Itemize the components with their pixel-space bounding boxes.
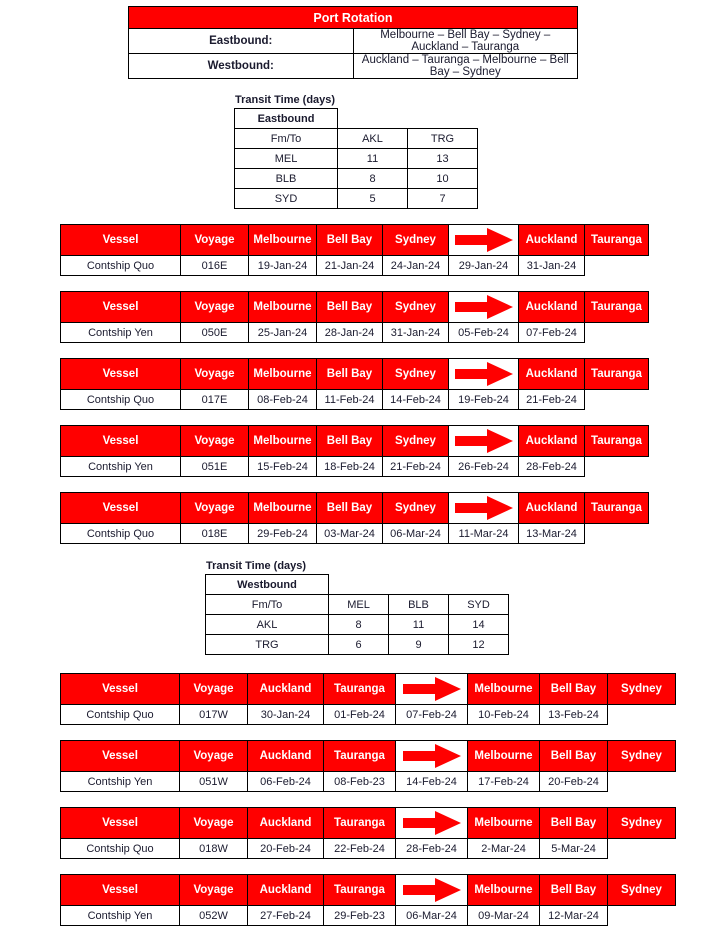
cell-bell-bay: 09-Mar-24 (468, 906, 540, 926)
column-header-vessel: Vessel (61, 225, 181, 256)
transit-time-eastbound-from-0: MEL (235, 149, 338, 169)
column-header-vessel: Vessel (61, 493, 181, 524)
table-header-row (61, 741, 676, 772)
eastbound-voyage-table-1 (60, 291, 649, 343)
cell-auckland: 11-Mar-24 (449, 524, 519, 544)
cell-voyage: 052W (180, 906, 248, 926)
cell-bell-bay: 21-Jan-24 (317, 256, 383, 276)
cell-sydney: 12-Mar-24 (540, 906, 608, 926)
column-header-sydney: Sydney (383, 493, 449, 524)
column-header-voyage: Voyage (181, 292, 249, 323)
cell-tauranga: 28-Feb-24 (519, 457, 585, 477)
table-row (235, 129, 478, 149)
column-header-bell-bay: Bell Bay (540, 875, 608, 906)
column-header-voyage: Voyage (180, 741, 248, 772)
cell-vessel: Contship Quo (61, 705, 180, 725)
cell-auckland: 29-Jan-24 (449, 256, 519, 276)
column-header-voyage: Voyage (181, 225, 249, 256)
column-header-melbourne: Melbourne (249, 359, 317, 390)
transit-time-westbound-col-2: SYD (449, 595, 509, 615)
column-header-melbourne: Melbourne (468, 674, 540, 705)
cell-voyage: 050E (181, 323, 249, 343)
direction-arrow-cell (449, 493, 519, 524)
transit-time-westbound-block (205, 560, 509, 655)
direction-arrow-cell (396, 808, 468, 839)
port-rotation-ports-westbound: Auckland – Tauranga – Melbourne – Bell Bay – Sydney (353, 54, 578, 79)
spacer-cell (449, 575, 509, 595)
transit-time-eastbound-cell-0-0: 11 (338, 149, 408, 169)
column-header-voyage: Voyage (181, 426, 249, 457)
cell-tauranga: 29-Feb-23 (324, 906, 396, 926)
column-header-sydney: Sydney (383, 359, 449, 390)
table-row (235, 189, 478, 209)
column-header-sydney: Sydney (383, 426, 449, 457)
transit-time-eastbound-block (234, 94, 478, 209)
table-row (235, 109, 478, 129)
cell-voyage: 051E (181, 457, 249, 477)
arrow-right-icon (401, 808, 463, 838)
column-header-melbourne: Melbourne (249, 493, 317, 524)
cell-sydney: 24-Jan-24 (383, 256, 449, 276)
eastbound-voyage-table-0 (60, 224, 649, 276)
table-row (235, 169, 478, 189)
column-header-auckland: Auckland (519, 493, 585, 524)
cell-auckland: 05-Feb-24 (449, 323, 519, 343)
cell-bell-bay: 28-Jan-24 (317, 323, 383, 343)
table-row (61, 256, 649, 276)
column-header-melbourne: Melbourne (249, 426, 317, 457)
column-header-voyage: Voyage (181, 493, 249, 524)
cell-voyage: 018W (180, 839, 248, 859)
transit-time-westbound-col-1: BLB (389, 595, 449, 615)
column-header-voyage: Voyage (180, 875, 248, 906)
column-header-voyage: Voyage (181, 359, 249, 390)
port-rotation-direction-westbound: Westbound: (129, 54, 354, 79)
port-rotation-title: Port Rotation (129, 7, 578, 29)
cell-vessel: Contship Quo (61, 390, 181, 410)
column-header-melbourne: Melbourne (249, 225, 317, 256)
column-header-melbourne: Melbourne (468, 875, 540, 906)
arrow-right-icon (401, 674, 463, 704)
transit-time-eastbound-cell-2-1: 7 (408, 189, 478, 209)
table-row (61, 906, 676, 926)
cell-sydney: 31-Jan-24 (383, 323, 449, 343)
cell-auckland: 19-Feb-24 (449, 390, 519, 410)
column-header-sydney: Sydney (608, 674, 676, 705)
table-header-row (61, 359, 649, 390)
column-header-bell-bay: Bell Bay (317, 359, 383, 390)
column-header-auckland: Auckland (248, 674, 324, 705)
column-header-bell-bay: Bell Bay (540, 741, 608, 772)
port-rotation-title-row (129, 7, 578, 29)
eastbound-voyage-table-3 (60, 425, 649, 477)
cell-tauranga: 01-Feb-24 (324, 705, 396, 725)
transit-time-westbound-cell-1-1: 9 (389, 635, 449, 655)
arrow-right-icon (453, 426, 515, 456)
transit-time-westbound-col-0: MEL (329, 595, 389, 615)
column-header-tauranga: Tauranga (585, 359, 649, 390)
table-header-row (61, 292, 649, 323)
column-header-voyage: Voyage (180, 808, 248, 839)
column-header-vessel: Vessel (61, 292, 181, 323)
table-row (61, 390, 649, 410)
cell-bell-bay: 03-Mar-24 (317, 524, 383, 544)
column-header-auckland: Auckland (519, 359, 585, 390)
cell-melbourne: 08-Feb-24 (249, 390, 317, 410)
transit-time-eastbound-from-2: SYD (235, 189, 338, 209)
direction-arrow-cell (396, 741, 468, 772)
cell-vessel: Contship Yen (61, 772, 180, 792)
arrow-right-icon (453, 292, 515, 322)
transit-time-eastbound-cell-1-1: 10 (408, 169, 478, 189)
arrow-right-icon (453, 359, 515, 389)
column-header-tauranga: Tauranga (324, 674, 396, 705)
transit-time-westbound-table (205, 574, 509, 655)
port-rotation-row-westbound (129, 54, 578, 79)
transit-time-eastbound-cell-2-0: 5 (338, 189, 408, 209)
cell-sydney: 21-Feb-24 (383, 457, 449, 477)
column-header-auckland: Auckland (519, 225, 585, 256)
transit-time-eastbound-corner: Fm/To (235, 129, 338, 149)
column-header-sydney: Sydney (383, 292, 449, 323)
cell-vessel: Contship Yen (61, 323, 181, 343)
cell-bell-bay: 17-Feb-24 (468, 772, 540, 792)
cell-sydney: 13-Feb-24 (540, 705, 608, 725)
cell-melbourne: 25-Jan-24 (249, 323, 317, 343)
column-header-sydney: Sydney (608, 741, 676, 772)
table-row (206, 575, 509, 595)
arrow-right-icon (453, 493, 515, 523)
column-header-bell-bay: Bell Bay (540, 674, 608, 705)
transit-time-westbound-cell-0-0: 8 (329, 615, 389, 635)
table-row (61, 457, 649, 477)
column-header-melbourne: Melbourne (468, 808, 540, 839)
cell-bell-bay: 10-Feb-24 (468, 705, 540, 725)
spacer-cell (329, 575, 389, 595)
column-header-tauranga: Tauranga (585, 426, 649, 457)
transit-time-westbound-direction: Westbound (206, 575, 329, 595)
cell-voyage: 018E (181, 524, 249, 544)
transit-time-eastbound-from-1: BLB (235, 169, 338, 189)
cell-bell-bay: 11-Feb-24 (317, 390, 383, 410)
table-row (206, 615, 509, 635)
eastbound-voyage-table-2 (60, 358, 649, 410)
column-header-bell-bay: Bell Bay (317, 292, 383, 323)
transit-time-eastbound-cell-0-1: 13 (408, 149, 478, 169)
transit-time-eastbound-col-1: TRG (408, 129, 478, 149)
column-header-vessel: Vessel (61, 875, 180, 906)
column-header-tauranga: Tauranga (585, 493, 649, 524)
westbound-voyage-table-2 (60, 807, 676, 859)
arrow-right-icon (401, 875, 463, 905)
column-header-sydney: Sydney (608, 808, 676, 839)
column-header-vessel: Vessel (61, 426, 181, 457)
cell-auckland: 27-Feb-24 (248, 906, 324, 926)
column-header-bell-bay: Bell Bay (540, 808, 608, 839)
cell-vessel: Contship Quo (61, 256, 181, 276)
cell-tauranga: 21-Feb-24 (519, 390, 585, 410)
direction-arrow-cell (396, 674, 468, 705)
column-header-bell-bay: Bell Bay (317, 493, 383, 524)
column-header-melbourne: Melbourne (249, 292, 317, 323)
column-header-voyage: Voyage (180, 674, 248, 705)
table-row (206, 635, 509, 655)
column-header-melbourne: Melbourne (468, 741, 540, 772)
column-header-auckland: Auckland (248, 741, 324, 772)
table-header-row (61, 875, 676, 906)
column-header-sydney: Sydney (608, 875, 676, 906)
port-rotation-ports-eastbound: Melbourne – Bell Bay – Sydney – Auckland – Tauranga (353, 29, 578, 54)
transit-time-westbound-corner: Fm/To (206, 595, 329, 615)
column-header-bell-bay: Bell Bay (317, 426, 383, 457)
direction-arrow-cell (449, 359, 519, 390)
arrow-right-icon (401, 741, 463, 771)
cell-melbourne: 19-Jan-24 (249, 256, 317, 276)
westbound-voyage-table-0 (60, 673, 676, 725)
spacer-cell (408, 109, 478, 129)
column-header-tauranga: Tauranga (324, 875, 396, 906)
column-header-tauranga: Tauranga (324, 808, 396, 839)
cell-tauranga: 07-Feb-24 (519, 323, 585, 343)
column-header-vessel: Vessel (61, 741, 180, 772)
table-row (61, 839, 676, 859)
column-header-tauranga: Tauranga (324, 741, 396, 772)
table-header-row (61, 426, 649, 457)
direction-arrow-cell (449, 426, 519, 457)
transit-time-eastbound-table (234, 108, 478, 209)
column-header-bell-bay: Bell Bay (317, 225, 383, 256)
port-rotation-row-eastbound (129, 29, 578, 54)
cell-vessel: Contship Yen (61, 457, 181, 477)
table-row (61, 323, 649, 343)
direction-arrow-cell (449, 292, 519, 323)
direction-arrow-cell (396, 875, 468, 906)
cell-vessel: Contship Yen (61, 906, 180, 926)
column-header-auckland: Auckland (248, 875, 324, 906)
cell-voyage: 017W (180, 705, 248, 725)
cell-tauranga: 31-Jan-24 (519, 256, 585, 276)
transit-time-eastbound-col-0: AKL (338, 129, 408, 149)
port-rotation-table (128, 6, 578, 79)
cell-melbourne: 06-Mar-24 (396, 906, 468, 926)
cell-sydney: 14-Feb-24 (383, 390, 449, 410)
table-row (235, 149, 478, 169)
table-header-row (61, 493, 649, 524)
cell-melbourne: 15-Feb-24 (249, 457, 317, 477)
column-header-vessel: Vessel (61, 674, 180, 705)
cell-tauranga: 08-Feb-23 (324, 772, 396, 792)
arrow-right-icon (453, 225, 515, 255)
cell-auckland: 20-Feb-24 (248, 839, 324, 859)
transit-time-eastbound-caption: Transit Time (days) (235, 94, 336, 106)
column-header-auckland: Auckland (519, 292, 585, 323)
cell-sydney: 06-Mar-24 (383, 524, 449, 544)
column-header-auckland: Auckland (519, 426, 585, 457)
cell-voyage: 051W (180, 772, 248, 792)
direction-arrow-cell (449, 225, 519, 256)
table-header-row (61, 674, 676, 705)
transit-time-eastbound-direction: Eastbound (235, 109, 338, 129)
cell-voyage: 016E (181, 256, 249, 276)
table-header-row (61, 808, 676, 839)
cell-vessel: Contship Quo (61, 524, 181, 544)
cell-bell-bay: 18-Feb-24 (317, 457, 383, 477)
cell-vessel: Contship Quo (61, 839, 180, 859)
cell-melbourne: 28-Feb-24 (396, 839, 468, 859)
cell-melbourne: 14-Feb-24 (396, 772, 468, 792)
column-header-tauranga: Tauranga (585, 292, 649, 323)
cell-tauranga: 13-Mar-24 (519, 524, 585, 544)
transit-time-westbound-from-0: AKL (206, 615, 329, 635)
table-header-row (61, 225, 649, 256)
transit-time-westbound-from-1: TRG (206, 635, 329, 655)
column-header-auckland: Auckland (248, 808, 324, 839)
table-row (61, 705, 676, 725)
cell-melbourne: 07-Feb-24 (396, 705, 468, 725)
cell-sydney: 5-Mar-24 (540, 839, 608, 859)
westbound-voyage-table-3 (60, 874, 676, 926)
port-rotation-direction-eastbound: Eastbound: (129, 29, 354, 54)
cell-tauranga: 22-Feb-24 (324, 839, 396, 859)
eastbound-voyage-table-4 (60, 492, 649, 544)
westbound-voyage-table-1 (60, 740, 676, 792)
table-row (61, 524, 649, 544)
cell-auckland: 30-Jan-24 (248, 705, 324, 725)
spacer-cell (389, 575, 449, 595)
column-header-vessel: Vessel (61, 808, 180, 839)
column-header-vessel: Vessel (61, 359, 181, 390)
transit-time-westbound-cell-1-2: 12 (449, 635, 509, 655)
transit-time-eastbound-cell-1-0: 8 (338, 169, 408, 189)
cell-auckland: 06-Feb-24 (248, 772, 324, 792)
spacer-cell (338, 109, 408, 129)
cell-bell-bay: 2-Mar-24 (468, 839, 540, 859)
transit-time-westbound-caption: Transit Time (days) (206, 560, 307, 572)
table-row (206, 595, 509, 615)
cell-voyage: 017E (181, 390, 249, 410)
column-header-tauranga: Tauranga (585, 225, 649, 256)
cell-auckland: 26-Feb-24 (449, 457, 519, 477)
transit-time-westbound-cell-0-2: 14 (449, 615, 509, 635)
cell-melbourne: 29-Feb-24 (249, 524, 317, 544)
transit-time-westbound-cell-0-1: 11 (389, 615, 449, 635)
table-row (61, 772, 676, 792)
cell-sydney: 20-Feb-24 (540, 772, 608, 792)
column-header-sydney: Sydney (383, 225, 449, 256)
transit-time-westbound-cell-1-0: 6 (329, 635, 389, 655)
